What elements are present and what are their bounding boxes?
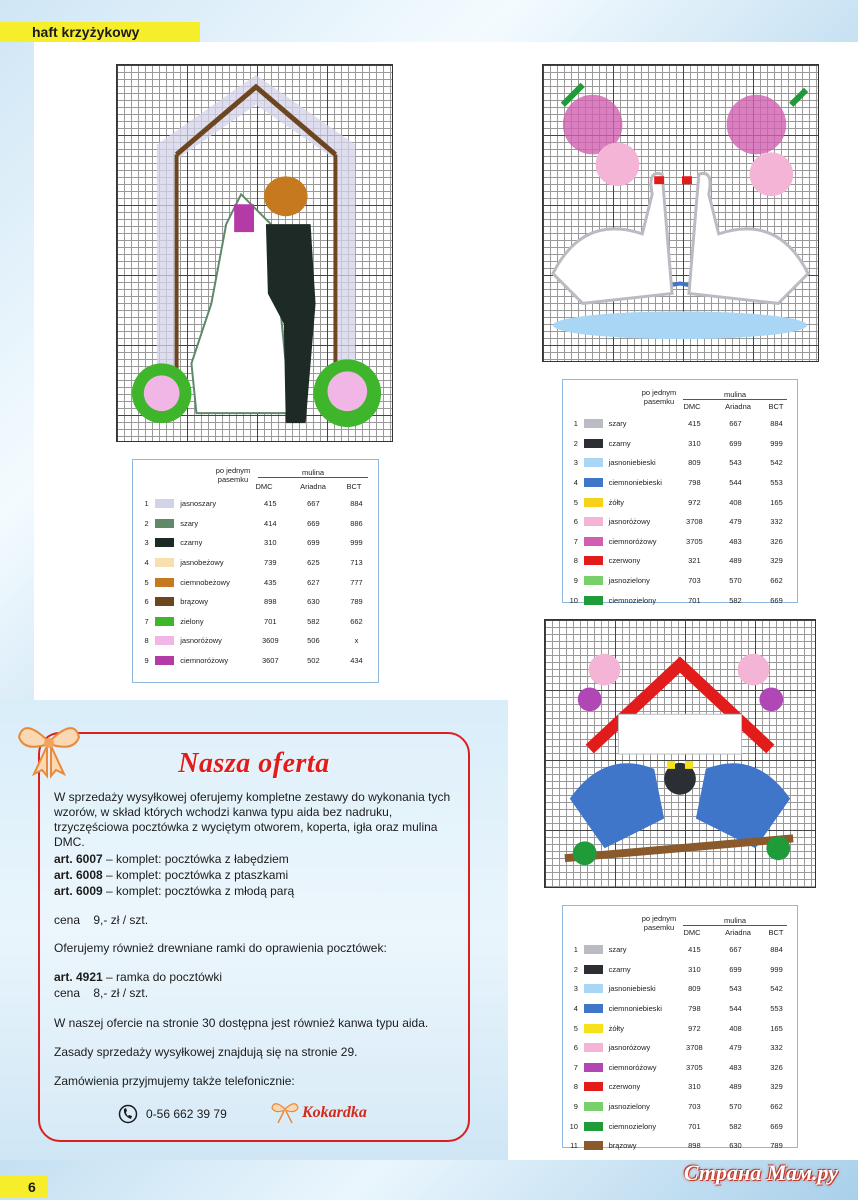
key-rows — [563, 414, 797, 610]
ariadna-code: 630 — [729, 1141, 742, 1151]
offer-frame-desc: – ramka do pocztówki — [102, 970, 223, 984]
key-row — [563, 1116, 797, 1136]
ariadna-code: 582 — [307, 616, 320, 626]
color-name: jasnozielony — [608, 576, 650, 586]
dmc-header: DMC — [683, 402, 701, 411]
offer-frames-note: Oferujemy również drewniane ramki do oprawienia pocztówek: — [54, 941, 387, 955]
row-number: 2 — [573, 964, 578, 974]
ariadna-code: 543 — [729, 458, 742, 468]
offer-intro: W sprzedaży wysyłkowej oferujemy kompletne zestawy do wykonania tych wzorów, w skład których wchodzi kanwa typu aida bez nadruku, trzyczęściowa pocztówka z wyciętym otworem, koperta, igła oraz mulina DMC. — [54, 790, 451, 849]
ariadna-header: Ariadna — [300, 482, 326, 491]
ariadna-code: 669 — [307, 518, 320, 528]
phone-row — [118, 1104, 227, 1124]
bct-code: 777 — [350, 577, 363, 587]
ariadna-code: 699 — [729, 438, 742, 448]
row-number: 7 — [573, 1062, 578, 1072]
row-number: 4 — [573, 478, 578, 488]
dmc-code: 703 — [688, 576, 701, 586]
ariadna-code: 479 — [729, 1043, 742, 1053]
color-name: ciemnoniebieski — [608, 478, 662, 488]
dmc-code: 898 — [688, 1141, 701, 1151]
color-swatch — [584, 1122, 603, 1131]
ariadna-header: Ariadna — [725, 928, 751, 937]
row-number: 5 — [144, 577, 149, 587]
dmc-code: 701 — [688, 1121, 701, 1131]
dmc-code: 972 — [688, 1023, 701, 1033]
dmc-code: 798 — [688, 478, 701, 488]
ariadna-code: 489 — [729, 1082, 742, 1092]
ariadna-code: 667 — [729, 419, 742, 429]
offer-item — [54, 868, 288, 883]
dmc-code: 321 — [688, 556, 701, 566]
swans-pattern — [542, 64, 819, 362]
offer-price: cena 9,- zł / szt. — [54, 913, 149, 927]
color-swatch — [584, 1082, 603, 1091]
color-name: jasnoróżowy — [608, 1043, 651, 1053]
key-header — [563, 906, 797, 940]
key-row — [563, 999, 797, 1019]
key-row — [133, 494, 378, 514]
row-number: 2 — [573, 438, 578, 448]
color-name: czerwony — [608, 1082, 641, 1092]
ariadna-code: 408 — [729, 1023, 742, 1033]
key-row — [563, 571, 797, 591]
ariadna-code: 627 — [307, 577, 320, 587]
dmc-code: 415 — [264, 499, 277, 509]
dmc-code: 3607 — [261, 656, 279, 666]
ariadna-code: 544 — [729, 478, 742, 488]
color-name: żółty — [608, 497, 624, 507]
color-name: jasnozielony — [608, 1102, 650, 1112]
row-number: 1 — [144, 499, 149, 509]
color-name: czarny — [608, 964, 631, 974]
offer-item-art: art. 6008 — [54, 868, 103, 882]
bct-code: 669 — [770, 1121, 783, 1131]
color-swatch — [155, 578, 175, 587]
row-number: 8 — [573, 1082, 578, 1092]
key-row — [133, 533, 378, 553]
color-swatch — [584, 419, 603, 428]
bct-code: 662 — [350, 616, 363, 626]
row-number: 4 — [144, 558, 149, 568]
bct-code: 713 — [350, 558, 363, 568]
dmc-code: 809 — [688, 984, 701, 994]
key-row — [563, 940, 797, 960]
color-name: szary — [608, 419, 627, 429]
bct-code: 662 — [770, 1102, 783, 1112]
ariadna-code: 570 — [729, 1102, 742, 1112]
key-row — [563, 551, 797, 571]
bct-header: BCT — [768, 928, 784, 937]
key-row — [133, 612, 378, 632]
bct-code: 553 — [770, 1004, 783, 1014]
color-name: jasnoszary — [180, 499, 217, 509]
bct-code: 165 — [770, 497, 783, 507]
color-name: jasnoniebieski — [608, 458, 656, 468]
offer-item-desc: – komplet: pocztówka z młodą parą — [102, 884, 295, 898]
offer-item — [54, 884, 294, 899]
key-rows — [563, 940, 797, 1156]
dmc-code: 3705 — [686, 536, 703, 546]
bct-code: 332 — [770, 1043, 783, 1053]
key-row — [563, 590, 797, 610]
color-swatch — [584, 498, 603, 507]
color-swatch — [584, 1043, 603, 1052]
color-name: jasnoróżowy — [608, 517, 651, 527]
ariadna-code: 506 — [307, 636, 320, 646]
bct-code: 999 — [350, 538, 363, 548]
row-number: 1 — [573, 419, 578, 429]
wedding-couple-motif — [117, 65, 392, 441]
ariadna-code: 625 — [307, 558, 320, 568]
color-swatch — [584, 1024, 603, 1033]
dmc-code: 435 — [264, 577, 277, 587]
bct-code: 329 — [770, 556, 783, 566]
color-swatch — [155, 499, 175, 508]
color-swatch — [155, 656, 175, 665]
row-number: 4 — [573, 1004, 578, 1014]
color-swatch — [584, 1141, 603, 1150]
dmc-code: 3705 — [686, 1062, 703, 1072]
mulina-label: mulina — [258, 468, 368, 478]
color-swatch — [155, 538, 175, 547]
swans-color-key — [562, 379, 798, 603]
row-number: 8 — [573, 556, 578, 566]
bct-code: 884 — [770, 945, 783, 955]
color-swatch — [155, 519, 175, 528]
key-row — [563, 1136, 797, 1156]
offer-frame-art: art. 4921 — [54, 970, 103, 984]
ariadna-code: 544 — [729, 1004, 742, 1014]
ariadna-code: 489 — [729, 556, 742, 566]
key-row — [133, 631, 378, 651]
ariadna-code: 502 — [307, 656, 320, 666]
color-swatch — [155, 558, 175, 567]
bct-header: BCT — [346, 482, 362, 491]
color-name: ciemnozielony — [608, 1121, 657, 1131]
key-row — [133, 651, 378, 671]
key-row — [563, 414, 797, 434]
dmc-code: 310 — [688, 964, 701, 974]
dmc-code: 415 — [688, 945, 701, 955]
color-swatch — [584, 945, 603, 954]
dmc-code: 415 — [688, 419, 701, 429]
color-name: żółty — [608, 1023, 624, 1033]
phone-number: 0-56 662 39 79 — [146, 1107, 227, 1121]
bct-code: 884 — [350, 499, 363, 509]
color-swatch — [584, 537, 603, 546]
offer-item-art: art. 6009 — [54, 884, 103, 898]
key-row — [563, 532, 797, 552]
per-thread-label: po jednym pasemku — [641, 388, 677, 406]
watermark: Страна Мам.ру — [683, 1160, 838, 1185]
ariadna-code: 479 — [729, 517, 742, 527]
bct-code: 165 — [770, 1023, 783, 1033]
brand-name: Kokardka — [302, 1104, 367, 1121]
dmc-code: 701 — [264, 616, 277, 626]
key-header — [563, 380, 797, 414]
bct-code: 434 — [350, 656, 363, 666]
color-swatch — [584, 439, 603, 448]
bct-code: 789 — [350, 597, 363, 607]
per-thread-label: po jednym pasemku — [215, 466, 251, 484]
offer-item — [54, 852, 289, 867]
key-row — [563, 453, 797, 473]
row-number: 6 — [573, 517, 578, 527]
color-swatch — [155, 597, 175, 606]
key-row — [133, 572, 378, 592]
offer-item-art: art. 6007 — [54, 852, 103, 866]
key-row — [563, 960, 797, 980]
row-number: 7 — [144, 616, 149, 626]
color-swatch — [584, 1102, 603, 1111]
swans-motif — [543, 65, 818, 361]
bct-code: 999 — [770, 964, 783, 974]
color-name: ciemnoniebieski — [608, 1004, 662, 1014]
bct-code: 332 — [770, 517, 783, 527]
dmc-code: 703 — [688, 1102, 701, 1112]
key-row — [563, 1097, 797, 1117]
mulina-label: mulina — [683, 916, 787, 926]
key-row — [563, 1018, 797, 1038]
row-number: 11 — [570, 1141, 578, 1151]
dmc-code: 3708 — [686, 517, 703, 527]
row-number: 3 — [144, 538, 149, 548]
dmc-code: 310 — [688, 1082, 701, 1092]
key-rows — [133, 494, 378, 670]
dmc-code: 3609 — [261, 636, 279, 646]
row-number: 9 — [573, 576, 578, 586]
brand-bow-icon — [270, 1098, 300, 1124]
dmc-code: 739 — [264, 558, 277, 568]
key-row — [133, 514, 378, 534]
offer-title: Nasza oferta — [178, 748, 330, 779]
ariadna-code: 630 — [307, 597, 320, 607]
row-number: 2 — [144, 518, 149, 528]
bct-header: BCT — [768, 402, 784, 411]
color-name: ciemnoróżowy — [608, 536, 657, 546]
row-number: 8 — [144, 636, 149, 646]
color-name: jasnoniebieski — [608, 984, 656, 994]
birds-pattern — [544, 619, 816, 888]
bct-code: 662 — [770, 576, 783, 586]
row-number: 3 — [573, 984, 578, 994]
ariadna-code: 543 — [729, 984, 742, 994]
key-row — [563, 1038, 797, 1058]
dmc-code: 972 — [688, 497, 701, 507]
birds-motif — [545, 620, 815, 887]
ariadna-code: 570 — [729, 576, 742, 586]
color-name: czarny — [180, 538, 203, 548]
ariadna-code: 483 — [729, 1062, 742, 1072]
ariadna-code: 699 — [729, 964, 742, 974]
row-number: 9 — [144, 656, 149, 666]
key-row — [563, 473, 797, 493]
bct-code: 886 — [350, 518, 363, 528]
bct-code: 326 — [770, 1062, 783, 1072]
key-row — [563, 434, 797, 454]
color-swatch — [584, 1063, 603, 1072]
dmc-header: DMC — [683, 928, 701, 937]
ariadna-code: 699 — [307, 538, 320, 548]
row-number: 7 — [573, 536, 578, 546]
color-swatch — [584, 458, 603, 467]
dmc-code: 798 — [688, 1004, 701, 1014]
ariadna-code: 582 — [729, 1121, 742, 1131]
color-swatch — [584, 478, 603, 487]
row-number: 10 — [569, 1121, 578, 1131]
color-name: czarny — [608, 438, 631, 448]
ariadna-code: 582 — [729, 595, 742, 605]
key-row — [563, 1077, 797, 1097]
color-swatch — [584, 576, 603, 585]
color-swatch — [584, 517, 603, 526]
bct-code: 329 — [770, 1082, 783, 1092]
offer-frame-item — [54, 970, 222, 985]
dmc-code: 3708 — [686, 1043, 703, 1053]
offer-rules-note: Zasady sprzedaży wysyłkowej znajdują się na stronie 29. — [54, 1045, 358, 1059]
bct-code: x — [354, 636, 359, 646]
color-name: ciemnozielony — [608, 595, 657, 605]
bct-code: 884 — [770, 419, 783, 429]
key-row — [563, 979, 797, 999]
color-name: zielony — [180, 616, 204, 626]
row-number: 5 — [573, 1023, 578, 1033]
key-header — [133, 460, 378, 494]
ariadna-code: 667 — [307, 499, 320, 509]
color-swatch — [584, 556, 603, 565]
dmc-code: 809 — [688, 458, 701, 468]
birds-color-key — [562, 905, 798, 1151]
mulina-label: mulina — [683, 390, 787, 400]
color-name: ciemnobeżowy — [180, 577, 230, 587]
ariadna-code: 408 — [729, 497, 742, 507]
key-row — [563, 512, 797, 532]
row-number: 6 — [144, 597, 149, 607]
wedding-color-key — [132, 459, 379, 683]
color-name: ciemnoróżowy — [608, 1062, 657, 1072]
dmc-header: DMC — [255, 482, 273, 491]
section-tag: haft krzyżykowy — [0, 22, 200, 42]
color-name: ciemnoróżowy — [180, 656, 229, 666]
color-swatch — [584, 984, 603, 993]
offer-frame-price: cena 8,- zł / szt. — [54, 986, 149, 1000]
key-row — [563, 1058, 797, 1078]
offer-item-desc: – komplet: pocztówka z ptaszkami — [102, 868, 289, 882]
row-number: 3 — [573, 458, 578, 468]
dmc-code: 414 — [264, 518, 277, 528]
row-number: 6 — [573, 1043, 578, 1053]
bct-code: 553 — [770, 478, 783, 488]
wedding-couple-pattern — [116, 64, 393, 442]
color-name: brązowy — [180, 597, 209, 607]
bct-code: 789 — [770, 1141, 783, 1151]
color-name: szary — [180, 518, 199, 528]
color-swatch — [584, 596, 603, 605]
ariadna-code: 483 — [729, 536, 742, 546]
color-swatch — [155, 617, 175, 626]
color-name: czerwony — [608, 556, 641, 566]
phone-icon — [118, 1104, 138, 1124]
key-row — [563, 492, 797, 512]
key-row — [133, 592, 378, 612]
ariadna-header: Ariadna — [725, 402, 751, 411]
bct-code: 542 — [770, 984, 783, 994]
offer-canvas-note: W naszej ofercie na stronie 30 dostępna jest również kanwa typu aida. — [54, 1016, 429, 1030]
row-number: 10 — [569, 595, 578, 605]
bct-code: 669 — [770, 595, 783, 605]
ariadna-code: 667 — [729, 945, 742, 955]
bct-code: 999 — [770, 438, 783, 448]
color-swatch — [155, 636, 175, 645]
offer-phone-note: Zamówienia przyjmujemy także telefonicznie: — [54, 1074, 295, 1088]
dmc-code: 310 — [688, 438, 701, 448]
color-swatch — [584, 1004, 603, 1013]
row-number: 5 — [573, 497, 578, 507]
color-name: jasnoróżowy — [180, 636, 222, 646]
bct-code: 542 — [770, 458, 783, 468]
key-row — [133, 553, 378, 573]
dmc-code: 310 — [264, 538, 277, 548]
dmc-code: 701 — [688, 595, 701, 605]
offer-item-desc: – komplet: pocztówka z łabędziem — [102, 852, 289, 866]
color-swatch — [584, 965, 603, 974]
row-number: 1 — [573, 945, 578, 955]
color-name: brązowy — [608, 1141, 637, 1151]
bct-code: 326 — [770, 536, 783, 546]
row-number: 9 — [573, 1102, 578, 1112]
color-name: jasnobeżowy — [180, 558, 224, 568]
page-number: 6 — [0, 1176, 48, 1198]
color-name: szary — [608, 945, 627, 955]
per-thread-label: po jednym pasemku — [641, 914, 677, 932]
dmc-code: 898 — [264, 597, 277, 607]
